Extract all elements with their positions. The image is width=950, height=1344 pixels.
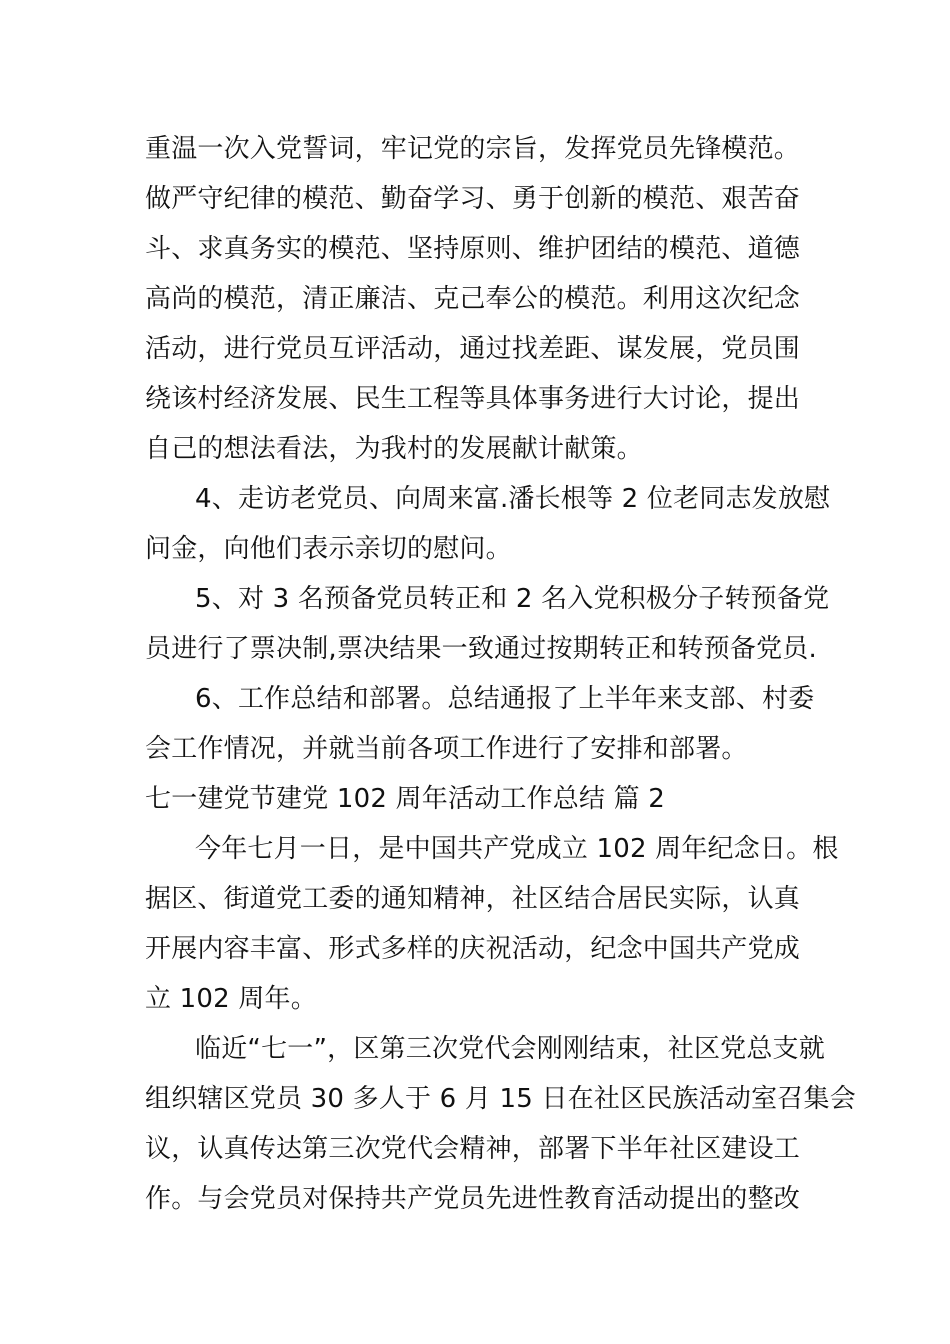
text-line: 做严守纪律的模范、勤奋学习、勇于创新的模范、艰苦奋	[145, 184, 801, 214]
text-line: 议，认真传达第三次党代会精神，部署下半年社区建设工	[145, 1134, 801, 1164]
text-line: 活动，进行党员互评活动，通过找差距、谋发展，党员围	[145, 334, 801, 364]
text-line: 重温一次入党誓词，牢记党的宗旨，发挥党员先锋模范。	[145, 134, 801, 164]
text-line: 5、对 3 名预备党员转正和 2 名入党积极分子转预备党	[195, 584, 830, 614]
text-line: 6、工作总结和部署。总结通报了上半年来支部、村委	[195, 684, 815, 714]
text-line: 作。与会党员对保持共产党员先进性教育活动提出的整改	[145, 1184, 801, 1214]
text-line: 高尚的模范，清正廉洁、克己奉公的模范。利用这次纪念	[145, 284, 801, 314]
text-line: 今年七月一日，是中国共产党成立 102 周年纪念日。根	[195, 834, 839, 864]
text-line: 临近“七一”，区第三次党代会刚刚结束，社区党总支就	[195, 1034, 825, 1064]
text-line: 斗、求真务实的模范、坚持原则、维护团结的模范、道德	[145, 234, 801, 264]
text-line: 绕该村经济发展、民生工程等具体事务进行大讨论，提出	[145, 384, 801, 414]
text-line: 据区、街道党工委的通知精神，社区结合居民实际，认真	[145, 884, 801, 914]
text-line: 员进行了票决制,票决结果一致通过按期转正和转预备党员.	[145, 634, 817, 664]
text-line: 组织辖区党员 30 多人于 6 月 15 日在社区民族活动室召集会	[145, 1084, 856, 1114]
text-line: 立 102 周年。	[145, 984, 317, 1014]
section-heading: 七一建党节建党 102 周年活动工作总结 篇 2	[145, 784, 666, 814]
text-line: 4、走访老党员、向周来富.潘长根等 2 位老同志发放慰	[195, 484, 831, 514]
text-line: 问金，向他们表示亲切的慰问。	[145, 534, 512, 564]
text-line: 自己的想法看法，为我村的发展献计献策。	[145, 434, 643, 464]
text-line: 会工作情况，并就当前各项工作进行了安排和部署。	[145, 734, 748, 764]
text-line: 开展内容丰富、形式多样的庆祝活动，纪念中国共产党成	[145, 934, 801, 964]
